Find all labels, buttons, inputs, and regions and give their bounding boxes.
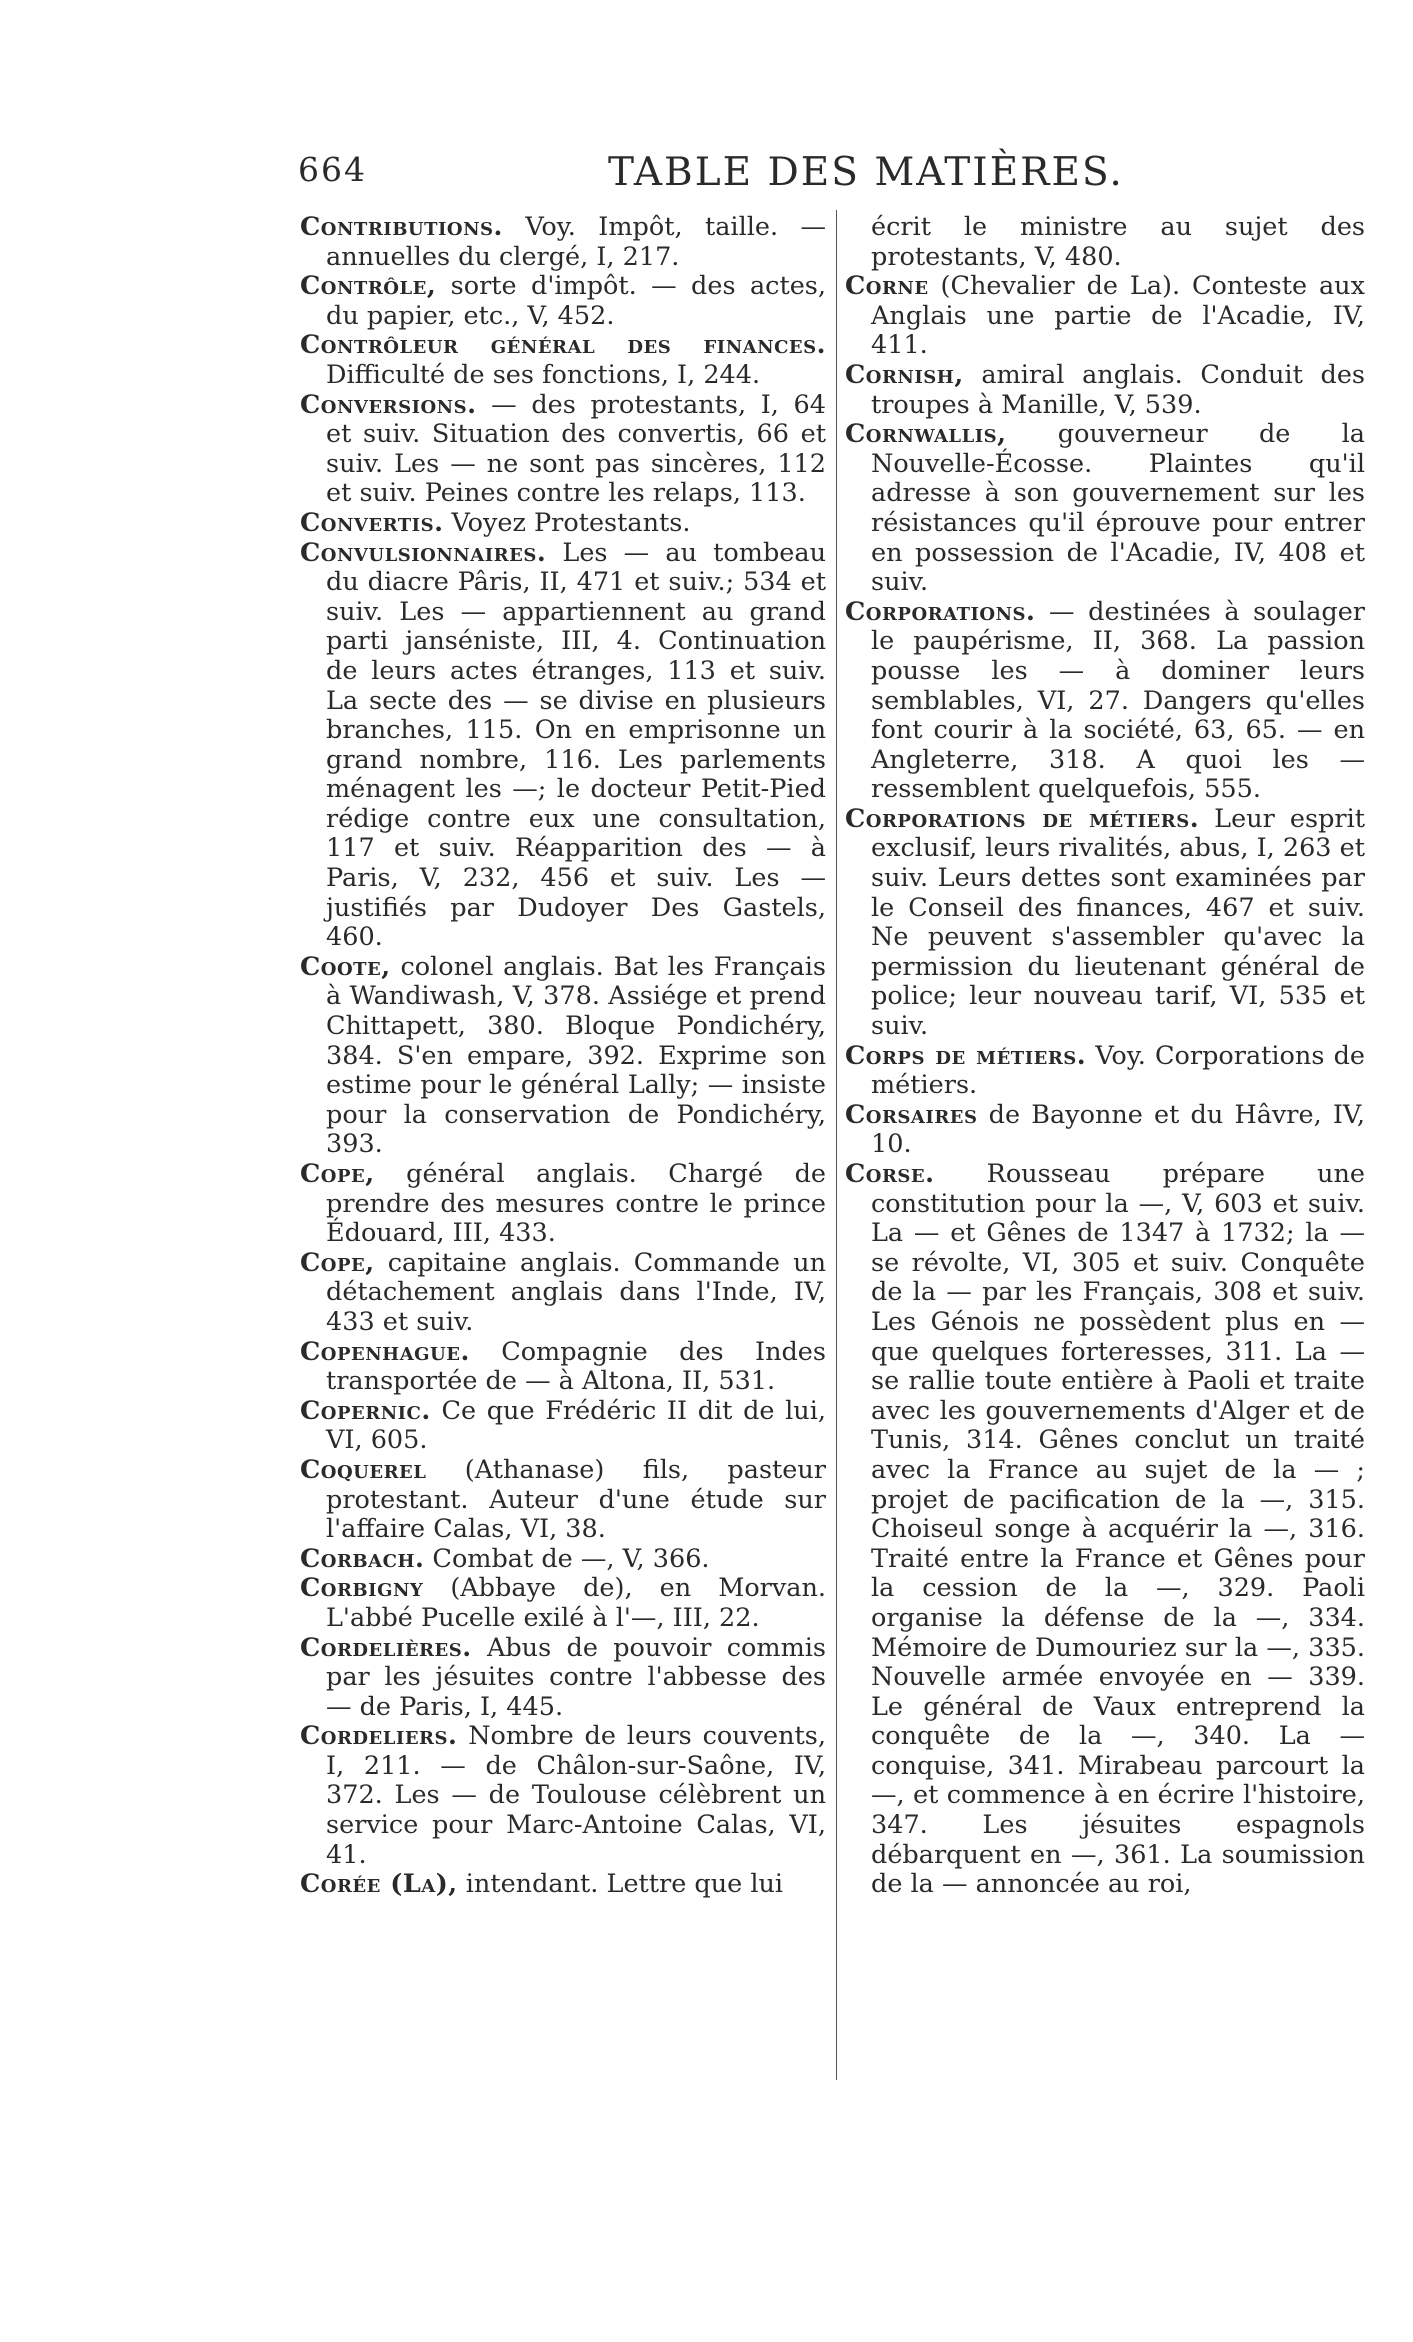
- index-entry: [300, 391, 826, 509]
- entry-headword: Corse.: [845, 1159, 935, 1189]
- entry-text: Voyez Protestants.: [443, 507, 691, 538]
- entry-text: gouverneur de la Nouvelle-Écosse. Plaintes qu'il adresse à son gouvernement sur les résistances qu'il éprouve pour entrer en possession de l'Acadie, IV, 408 et suiv.: [871, 419, 1365, 598]
- entry-headword: Cornwallis,: [845, 419, 1007, 450]
- entry-text: (Abbaye de), en Morvan. L'abbé Pucelle exilé à l'—, III, 22.: [326, 1573, 826, 1633]
- index-entry: [845, 1042, 1365, 1101]
- entry-headword: Cope,: [300, 1159, 375, 1189]
- entry-text: Les — au tombeau du diacre Pâris, II, 471 et suiv.; 534 et suiv. Les — appartiennent au grand parti janséniste, III, 4. Continuation de leurs actes étranges, 113 et suiv. La secte des — se divise en plusieurs branches, 115. On en emprisonne un grand nombre, 116. Les parlements ménagent les —; le docteur Petit-Pied rédige contre eux une consultation, 117 et suiv. Réapparition des — à Paris, V, 232, 456 et suiv. Les — justifiés par Dudoyer Des Gastels, 460.: [326, 537, 826, 953]
- index-entry: [845, 805, 1365, 1042]
- index-entry: [300, 272, 826, 331]
- entry-headword: Corps de métiers.: [845, 1040, 1087, 1071]
- index-column-right: [845, 213, 1365, 1900]
- entry-text: — des protestants, I, 64 et suiv. Situation des convertis, 66 et suiv. Les — ne sont pas sincères, 112 et suiv. Peines contre les relaps, 113.: [326, 389, 826, 509]
- index-entry: [300, 1722, 826, 1870]
- entry-text: (Chevalier de La). Conteste aux Anglais une partie de l'Acadie, IV, 411.: [871, 271, 1365, 361]
- index-entry: [300, 539, 826, 953]
- index-entry: [845, 420, 1365, 598]
- index-entry: [300, 1397, 826, 1456]
- entry-headword: Cordelières.: [300, 1632, 472, 1663]
- index-entry: [845, 213, 1365, 272]
- index-entry: [300, 331, 826, 390]
- entry-text: Voy. Corporations de métiers.: [871, 1040, 1365, 1101]
- index-entry: [300, 953, 826, 1160]
- entry-text: Compagnie des Indes transportée de — à Altona, II, 531.: [326, 1336, 826, 1397]
- entry-text: Nombre de leurs couvents, I, 211. — de Châlon-sur-Saône, IV, 372. Les — de Toulouse célèbrent un service pour Marc-Antoine Calas, VI, 41.: [326, 1721, 826, 1870]
- entry-headword: Coquerel: [300, 1454, 427, 1485]
- index-entry: [300, 1249, 826, 1338]
- page-number: 664: [298, 150, 367, 189]
- entry-headword: Corporations.: [845, 596, 1036, 627]
- index-entry: [300, 213, 826, 272]
- entry-text: Ce que Frédéric II dit de lui, VI, 605.: [326, 1395, 826, 1456]
- entry-text: général anglais. Chargé de prendre des mesures contre le prince Édouard, III, 433.: [326, 1159, 826, 1249]
- entry-text: sorte d'impôt. — des actes, du papier, etc., V, 452.: [326, 271, 826, 331]
- running-title: TABLE DES MATIÈRES.: [608, 150, 1124, 195]
- index-entry: [300, 1870, 826, 1900]
- entry-headword: Contrôle,: [300, 271, 437, 302]
- page-header: [298, 150, 1124, 200]
- index-entry: [845, 361, 1365, 420]
- entry-headword: Cope,: [300, 1247, 375, 1278]
- entry-headword: Corne: [845, 271, 929, 302]
- entry-headword: Corbach.: [300, 1543, 425, 1574]
- entry-headword: Cornish,: [845, 359, 964, 390]
- index-entry: [300, 1545, 826, 1575]
- entry-headword: Corée (La),: [300, 1869, 458, 1900]
- entry-text: Combat de —, V, 366.: [424, 1543, 710, 1574]
- entry-headword: Copernic.: [300, 1395, 431, 1426]
- index-column-left: [300, 213, 826, 1900]
- index-entry: [845, 1160, 1365, 1900]
- index-entry: [300, 1160, 826, 1249]
- entry-headword: Coote,: [300, 951, 391, 982]
- entry-headword: Corsaires: [845, 1099, 978, 1130]
- entry-text: Difficulté de ses fonctions, I, 244.: [326, 359, 761, 390]
- entry-headword: Cordeliers.: [300, 1721, 458, 1752]
- entry-headword: Convertis.: [300, 507, 444, 538]
- index-entry: [300, 1574, 826, 1633]
- entry-text: colonel anglais. Bat les Français à Wandiwash, V, 378. Assiége et prend Chittapett, 380. Bloque Pondichéry, 384. S'en empare, 392. Exprime son estime pour le général Lally; — insiste pour la conservation de Pondichéry, 393.: [326, 951, 826, 1160]
- entry-text: Leur esprit exclusif, leurs rivalités, abus, I, 263 et suiv. Leurs dettes sont examinées par le Conseil des finances, 467 et suiv. Ne peuvent s'assembler qu'avec la permission du lieutenant général de police; leur nouveau tarif, VI, 535 et suiv.: [871, 803, 1365, 1042]
- index-entry: [845, 598, 1365, 805]
- entry-headword: Contributions.: [300, 212, 503, 242]
- entry-text: amiral anglais. Conduit des troupes à Manille, V, 539.: [871, 359, 1365, 420]
- entry-headword: Corporations de métiers.: [845, 803, 1200, 834]
- index-entry: [845, 272, 1365, 361]
- index-entry: [300, 1338, 826, 1397]
- index-entry: [300, 1634, 826, 1723]
- column-divider: [836, 210, 837, 2080]
- entry-text: Rousseau prépare une constitution pour la —, V, 603 et suiv. La — et Gênes de 1347 à 1732; la — se révolte, VI, 305 et suiv. Conquête de la — par les Français, 308 et suiv. Les Génois ne possèdent plus en — que quelques forteresses, 311. La — se rallie toute entière à Paoli et traite avec les gouvernements d'Alger et de Tunis, 314. Gênes conclut un traité avec la France au sujet de la — ; projet de pacification de la —, 315. Choiseul songe à acquérir la —, 316. Traité entre la France et Gênes pour la cession de la —, 329. Paoli organise la défense de la —, 334. Mémoire de Dumouriez sur la —, 335. Nouvelle armée envoyée en — 339. Le général de Vaux entreprend la conquête de la —, 340. La — conquise, 341. Mirabeau parcourt la —, et commence à en écrire l'histoire, 347. Les jésuites espagnols débarquent en —, 361. La soumission de la — annoncée au roi,: [871, 1159, 1365, 1900]
- entry-text: Voy. Impôt, taille. — annuelles du clergé, I, 217.: [326, 212, 826, 272]
- entry-text: intendant. Lettre que lui: [457, 1869, 784, 1900]
- entry-text: capitaine anglais. Commande un détachement anglais dans l'Inde, IV, 433 et suiv.: [326, 1247, 826, 1337]
- entry-text: (Athanase) fils, pasteur protestant. Auteur d'une étude sur l'affaire Calas, VI, 38.: [326, 1454, 826, 1545]
- entry-text: de Bayonne et du Hâvre, IV, 10.: [871, 1099, 1365, 1160]
- entry-headword: Copenhague.: [300, 1336, 470, 1367]
- entry-headword: Corbigny: [300, 1573, 424, 1604]
- index-entry: [845, 1101, 1365, 1160]
- entry-headword: Contrôleur général des finances.: [300, 330, 826, 361]
- entry-text: — destinées à soulager le paupérisme, II, 368. La passion pousse les — à dominer leurs semblables, VI, 27. Dangers qu'elles font courir à la société, 63, 65. — en Angleterre, 318. A quoi les — ressemblent quelquefois, 555.: [871, 596, 1365, 805]
- entry-text: Abus de pouvoir commis par les jésuites contre l'abbesse des — de Paris, I, 445.: [326, 1632, 826, 1722]
- index-entry: [300, 1456, 826, 1545]
- index-entry: [300, 509, 826, 539]
- entry-headword: Convulsionnaires.: [300, 537, 547, 568]
- entry-text: écrit le ministre au sujet des protestants, V, 480.: [871, 212, 1365, 272]
- entry-headword: Conversions.: [300, 389, 477, 420]
